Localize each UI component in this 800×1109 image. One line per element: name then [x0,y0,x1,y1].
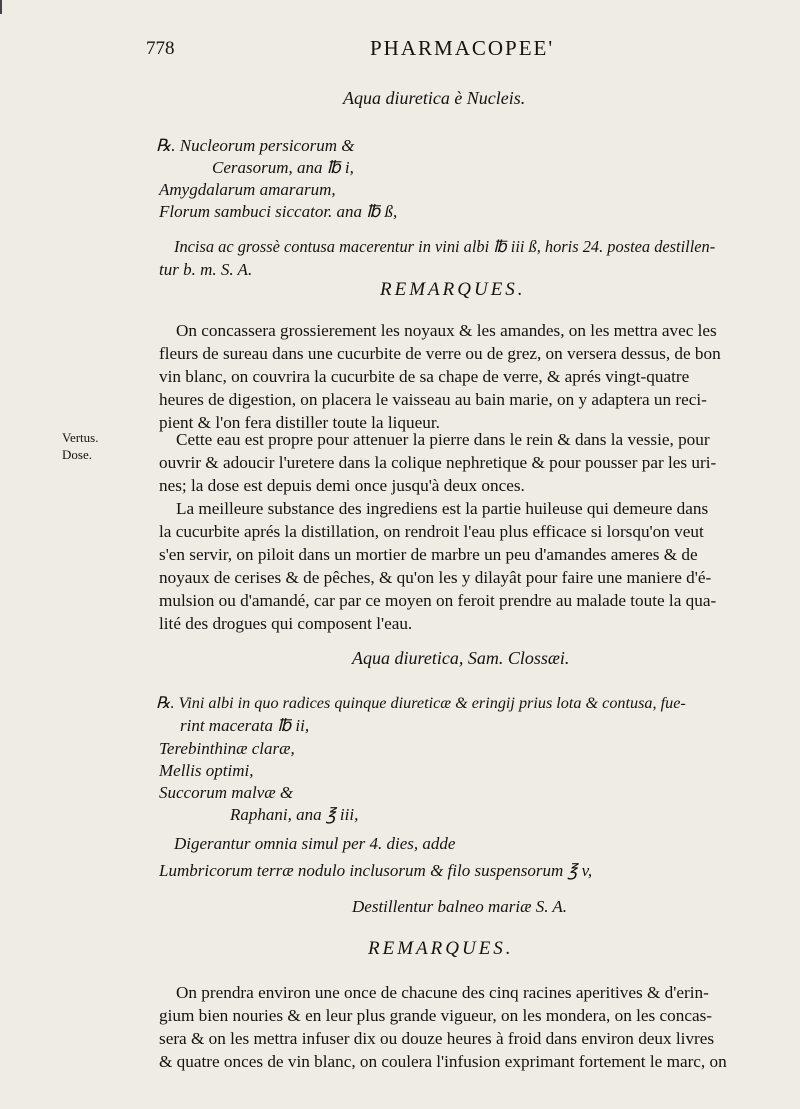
body-line: ouvrir & adoucir l'uretere dans la colique nephretique & pour pousser par les uri- [159,453,717,472]
recipe2-instruction: Digerantur omnia simul per 4. dies, adde [174,834,456,853]
recipe2-line: Raphani, ana ℥ iii, [230,805,359,824]
body-line: pient & l'on fera distiller toute la liqueur. [159,413,440,432]
running-head: PHARMACOPEE' [370,36,555,60]
recipe1-line: ℞. Nucleorum persicorum & [156,136,355,155]
body-line: fleurs de sureau dans une cucurbite de verre ou de grez, on versera dessus, de bon [159,344,721,363]
margin-note: Vertus. [62,430,99,445]
recipe2-line: Terebinthinæ claræ, [159,739,295,758]
recipe1-instruction: tur b. m. S. A. [159,260,253,279]
body-line: noyaux de cerises & de pêches, & qu'on les y dilayât pour faire une maniere d'é- [159,568,712,587]
body-line: la cucurbite aprés la distillation, on rendroit l'eau plus efficace si lorsqu'on veut [159,522,704,541]
recipe2-title: Aqua diuretica, Sam. Clossæi. [352,648,570,668]
recipe2-instruction: Destillentur balneo mariæ S. A. [352,897,568,916]
body-line: & quatre onces de vin blanc, on coulera l'infusion exprimant fortement le marc, on [159,1052,727,1071]
remarques-heading: REMARQUES. [380,279,526,300]
body-line: La meilleure substance des ingrediens est la partie huileuse qui demeure dans [176,499,709,518]
recipe1-line: Cerasorum, ana ℔ i, [212,158,354,177]
recipe2-line: ℞. Vini albi in quo radices quinque diureticæ & eringij prius lota & contusa, fue- [156,694,686,712]
recipe1-line: Florum sambuci siccator. ana ℔ ß, [159,202,398,221]
body-line: heures de digestion, on placera le vaisseau au bain marie, on y adaptera un reci- [159,390,707,409]
body-line: lité des drogues qui composent l'eau. [159,614,413,633]
body-line: sera & on les mettra infuser dix ou douze heures à froid dans environ deux livres [159,1029,715,1048]
recipe1-line: Amygdalarum amararum, [159,180,336,199]
body-line: On concassera grossierement les noyaux & les amandes, on les mettra avec les [176,321,717,340]
margin-mark [0,0,2,14]
recipe2-instruction: Lumbricorum terræ nodulo inclusorum & filo suspensorum ℥ v, [159,861,593,880]
body-line: Cette eau est propre pour attenuer la pierre dans le rein & dans la vessie, pour [176,430,710,449]
recipe1-title: Aqua diuretica è Nucleis. [343,88,526,108]
page-number: 778 [146,38,175,59]
margin-note: Dose. [62,447,92,462]
body-line: vin blanc, on couvrira la cucurbite de sa chape de verre, & aprés vingt-quatre [159,367,690,386]
remarques-heading: REMARQUES. [368,938,514,959]
body-line: On prendra environ une once de chacune des cinq racines aperitives & d'erin- [176,983,709,1002]
recipe2-line: rint macerata ℔ ii, [180,716,310,735]
recipe2-line: Succorum malvæ & [159,783,294,802]
body-line: gium bien nouries & en leur plus grande vigueur, on les mondera, on les concas- [159,1006,712,1025]
recipe1-instruction: Incisa ac grossè contusa macerentur in vini albi ℔ iii ß, horis 24. postea destillen- [174,237,716,256]
body-line: s'en servir, on piloit dans un mortier de marbre un peu d'amandes ameres & de [159,545,698,564]
body-line: mulsion ou d'amandé, car par ce moyen on feroit prendre au malade toute la qua- [159,591,717,610]
recipe2-line: Mellis optimi, [159,761,254,780]
body-line: nes; la dose est depuis demi once jusqu'à deux onces. [159,476,525,495]
